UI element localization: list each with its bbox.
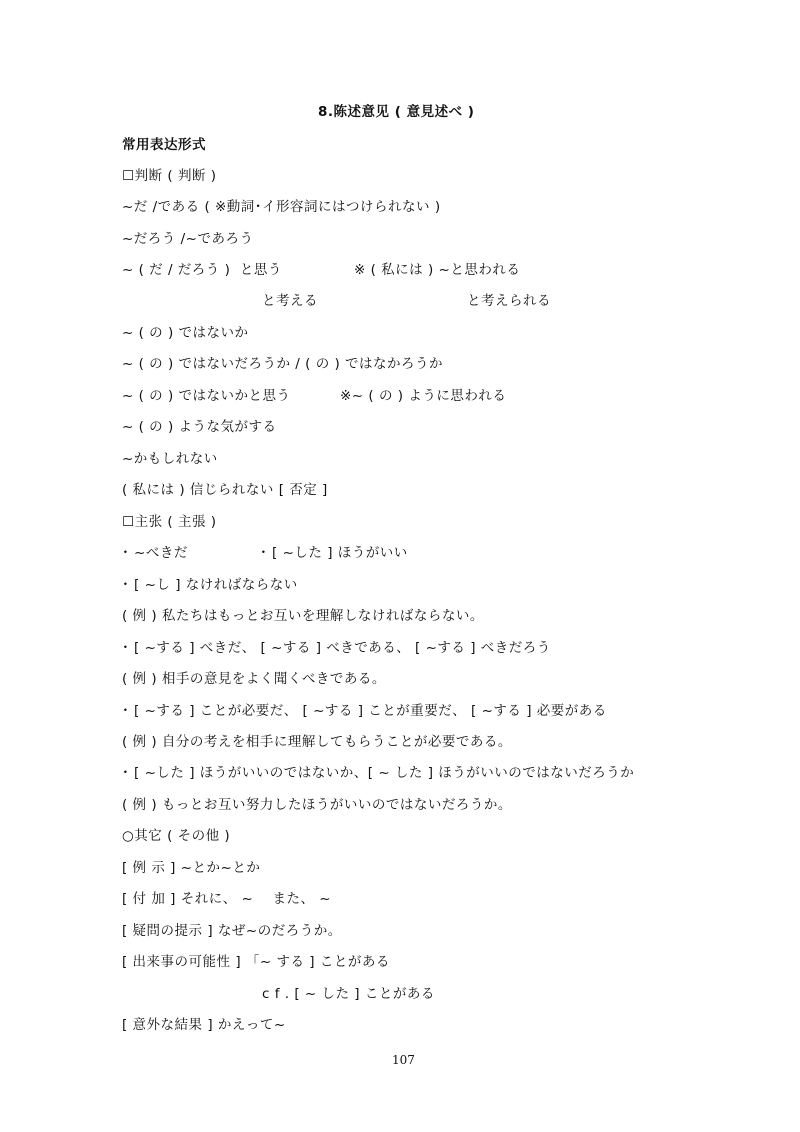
judgment-line: ~ ( の ) ではないか [122, 325, 249, 341]
assertion-line: ･ [ ~した ] ほうがいい [260, 545, 408, 561]
other-line: [ 例 示 ] ~とか~とか [122, 860, 261, 876]
judgment-line: ~ ( の ) ではないだろうか / ( の ) ではなかろうか [122, 356, 444, 372]
judgment-note: と考えられる [467, 293, 551, 309]
other-line: [ 意外な結果 ] かえって~ [122, 1017, 286, 1033]
judgment-line: ~ ( の ) ような気がする [122, 419, 277, 435]
section-subtitle: 常用表达形式 [122, 137, 206, 153]
page-number: 107 [392, 1053, 415, 1067]
judgment-note: ※~ ( の ) ように思われる [340, 388, 507, 404]
judgment-line: ~だろう /~であろう [122, 231, 254, 247]
example-line: ( 例 ) 私たちはもっとお互いを理解しなければならない。 [122, 608, 484, 624]
example-line: ( 例 ) 自分の考えを相手に理解してもらうことが必要である。 [122, 734, 512, 750]
other-line: [ 疑問の提示 ] なぜ~のだろうか。 [122, 923, 342, 939]
assertion-line: ･ [ ~した ] ほうがいいのではないか、[ ~ した ] ほうがいいのではないだろうか [122, 765, 635, 781]
assertion-line: ･ ~べきだ [122, 545, 188, 561]
assertion-heading: ☐主张 ( 主張 ) [122, 514, 217, 530]
page-title: 8.陈述意见 ( 意見述べ ) [318, 104, 475, 120]
judgment-note: ※ ( 私には ) ~と思われる [354, 262, 521, 278]
other-line: [ 付 加 ] それに、 ~ また、 ~ [122, 891, 332, 907]
judgment-line: と考える [262, 293, 318, 309]
assertion-line: ･ [ ~し ] なければならない [122, 577, 298, 593]
judgment-line: ~ ( の ) ではないかと思う [122, 388, 291, 404]
other-line: c f . [ ~ した ] ことがある [262, 986, 435, 1002]
assertion-line: ･ [ ~する ] べきだ、 [ ~する ] べきである、 [ ~する ] べきだろう [122, 640, 551, 656]
judgment-line: ~だ /である ( ※動詞･イ形容詞にはつけられない ) [122, 199, 441, 215]
other-heading: ○其它 ( その他 ) [122, 828, 231, 844]
example-line: ( 例 ) 相手の意見をよく聞くべきである。 [122, 671, 386, 687]
other-line: [ 出来事の可能性 ] 「~ する ] ことがある [122, 954, 390, 970]
judgment-heading: ☐判断 ( 判断 ) [122, 168, 217, 184]
assertion-line: ･ [ ~する ] ことが必要だ、 [ ~する ] ことが重要だ、 [ ~する ] 必要がある [122, 703, 607, 719]
judgment-line: ~かもしれない [122, 451, 218, 467]
judgment-line: ~ ( だ / だろう ) と思う [122, 262, 282, 278]
judgment-line: ( 私には ) 信じられない [ 否定 ] [122, 482, 328, 498]
example-line: ( 例 ) もっとお互い努力したほうがいいのではないだろうか。 [122, 797, 512, 813]
